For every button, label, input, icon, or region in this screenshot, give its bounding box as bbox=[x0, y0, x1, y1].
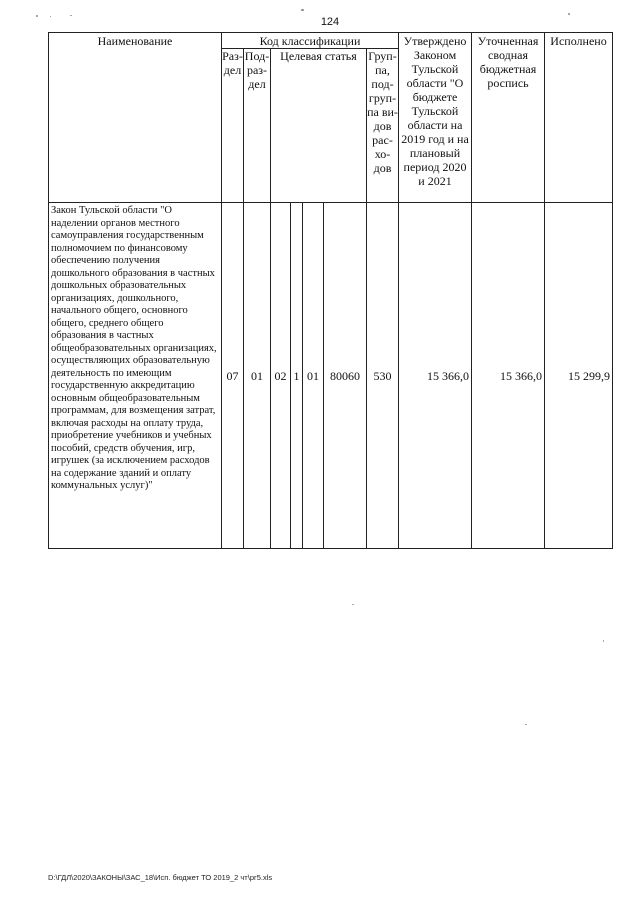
row-executed: 15 299,9 bbox=[545, 203, 613, 549]
row-subsection: 01 bbox=[244, 203, 271, 549]
row-expense-group: 530 bbox=[367, 203, 399, 549]
scan-speck bbox=[603, 640, 604, 642]
scan-speck bbox=[50, 16, 51, 17]
row-article-type: 1 bbox=[291, 203, 303, 549]
scan-speck bbox=[36, 15, 38, 17]
col-header-expense-group: Груп- па, под- груп- па ви- дов рас- хо- дов bbox=[367, 49, 399, 203]
col-header-classification-code: Код классификации bbox=[222, 33, 399, 49]
row-approved: 15 366,0 bbox=[399, 203, 472, 549]
page-number: 124 bbox=[320, 16, 340, 28]
row-article-direction: 80060 bbox=[324, 203, 367, 549]
row-section: 07 bbox=[222, 203, 244, 549]
row-name: Закон Тульской области "О наделении органов местного самоуправления государственным полномочием по финансовому обеспечению получения дошкольного образования в частных дошкольных образовательных организациях, дошкольного, начального общего, основного общего, среднего общего образования в частных общеобразовательных организациях, осуществляющих образовательную деятельность по имеющим государственную аккредитацию основным общеобразовательным программам, для возмещения затрат, включая расходы на оплату труда, приобретение учебников и учебных пособий, средств обучения, игр, игрушек (за исключением расходов на содержание зданий и оплату коммунальных услуг)" bbox=[49, 203, 222, 549]
col-header-name: Наименование bbox=[49, 33, 222, 203]
col-header-target-article: Целевая статья bbox=[271, 49, 367, 203]
col-header-section: Раз- дел bbox=[222, 49, 244, 203]
header-row-top bbox=[49, 33, 613, 49]
col-header-refined: Уточненная сводная бюджетная роспись bbox=[472, 33, 545, 203]
scan-speck bbox=[568, 13, 570, 15]
col-header-approved: Утверждено Законом Тульской области "О бюджете Тульской области на 2019 год и на плановый период 2020 и 2021 bbox=[399, 33, 472, 203]
scan-speck bbox=[525, 724, 527, 725]
col-header-subsection: Под- раз- дел bbox=[244, 49, 271, 203]
scan-speck bbox=[352, 604, 354, 605]
row-article-program: 02 bbox=[271, 203, 291, 549]
scan-speck bbox=[70, 15, 72, 16]
table-row bbox=[49, 203, 613, 549]
row-article-subprogram: 01 bbox=[303, 203, 324, 549]
col-header-executed: Исполнено bbox=[545, 33, 613, 203]
budget-table bbox=[48, 32, 613, 549]
scan-speck bbox=[301, 9, 304, 11]
footer-file-path: D:\ГДЛ\2020\ЗАКОНЫ\ЗАС_18\Исп. бюджет ТО 2019_2 чт\рг5.xls bbox=[48, 873, 273, 882]
row-refined: 15 366,0 bbox=[472, 203, 545, 549]
